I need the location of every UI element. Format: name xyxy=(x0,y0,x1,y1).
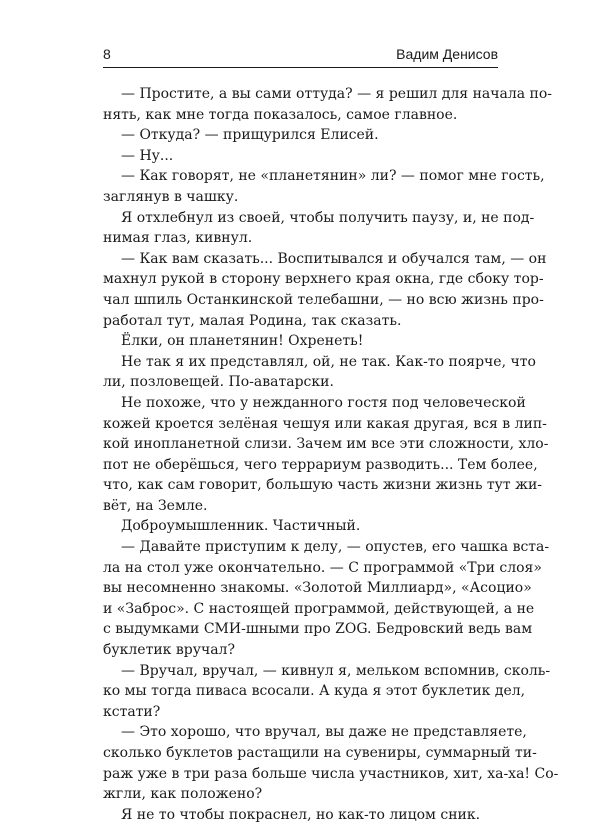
text-line: — Вручал, вручал, — кивнул я, мельком вспомнив, сколь- xyxy=(121,662,551,679)
text-line: — Простите, а вы сами оттуда? — я решил для начала по- xyxy=(121,86,553,102)
text-line: пот не оберёшься, чего террариум разводить... Тем более, xyxy=(103,456,538,473)
text-line: — Откуда? — прищурился Елисей. xyxy=(121,127,379,144)
text-line: — Как говорят, не «планетянин» ли? — помог мне гость, xyxy=(121,168,545,185)
text-line: жгли, как положено? xyxy=(103,786,263,803)
text-line: — Ну... xyxy=(121,147,174,164)
running-head-author: Вадим Денисов xyxy=(396,46,498,62)
text-line: Не похоже, что у нежданного гостя под человеческой xyxy=(121,394,526,411)
header-rule xyxy=(103,67,498,68)
text-line: Я отхлебнул из своей, чтобы получить паузу, и, не под- xyxy=(121,209,535,226)
text-line: махнул рукой в сторону верхнего края окна, где сбоку тор- xyxy=(103,271,544,288)
text-line: раж уже в три раза больше числа участников, хит, ха-ха! Со- xyxy=(103,765,559,782)
text-line: Ёлки, он планетянин! Охренеть! xyxy=(121,333,364,350)
text-line: работал тут, малая Родина, так сказать. xyxy=(103,312,402,329)
text-line: кой инопланетной слизи. Зачем им все эти сложности, хло- xyxy=(103,436,549,453)
body-text xyxy=(103,84,559,825)
text-line: нять, как мне тогда показалось, самое главное. xyxy=(103,106,458,123)
text-line: Я не то чтобы покраснел, но как-то лицом сник. xyxy=(121,806,481,823)
text-line: — Как вам сказать... Воспитывался и обучался там, — он xyxy=(121,250,547,267)
text-line: ко мы тогда пиваса всосали. А куда я этот буклетик дел, xyxy=(103,683,526,700)
text-line: буклетик вручал? xyxy=(103,642,235,659)
text-line: ла на стол уже окончательно. — С программой «Три слоя» xyxy=(103,559,542,576)
text-line: что, как сам говорит, большую часть жизни жизнь тут жи- xyxy=(103,477,543,494)
text-line: и «Заброс». С настоящей программой, действующей, а не xyxy=(103,600,535,617)
page-number: 8 xyxy=(103,46,111,62)
text-line: кожей кроется зелёная чешуя или какая другая, вся в лип- xyxy=(103,415,547,432)
text-line: Доброумышленник. Частичный. xyxy=(121,518,361,535)
text-line: заглянув в чашку. xyxy=(103,188,239,205)
page-header xyxy=(103,46,498,68)
text-line: вы несомненно знакомы. «Золотой Миллиард», «Асоцио» xyxy=(103,580,532,597)
text-line: вёт, на Земле. xyxy=(103,497,208,514)
text-line: чал шпиль Останкинской телебашни, — но всю жизнь про- xyxy=(103,291,544,308)
text-line: с выдумками СМИ-шными про ZOG. Бедровский ведь вам xyxy=(103,621,533,638)
text-line: — Это хорошо, что вручал, вы даже не представляете, xyxy=(121,724,527,741)
text-line: ли, позловещей. По-аватарски. xyxy=(103,374,334,391)
text-line: сколько буклетов растащили на сувениры, суммарный ти- xyxy=(103,745,537,761)
text-line: — Давайте приступим к делу, — опустев, его чашка вста- xyxy=(121,539,550,556)
text-line: Не так я их представлял, ой, не так. Как-то поярче, что xyxy=(121,353,536,370)
text-line: нимая глаз, кивнул. xyxy=(103,230,253,247)
text-line: кстати? xyxy=(103,703,161,720)
